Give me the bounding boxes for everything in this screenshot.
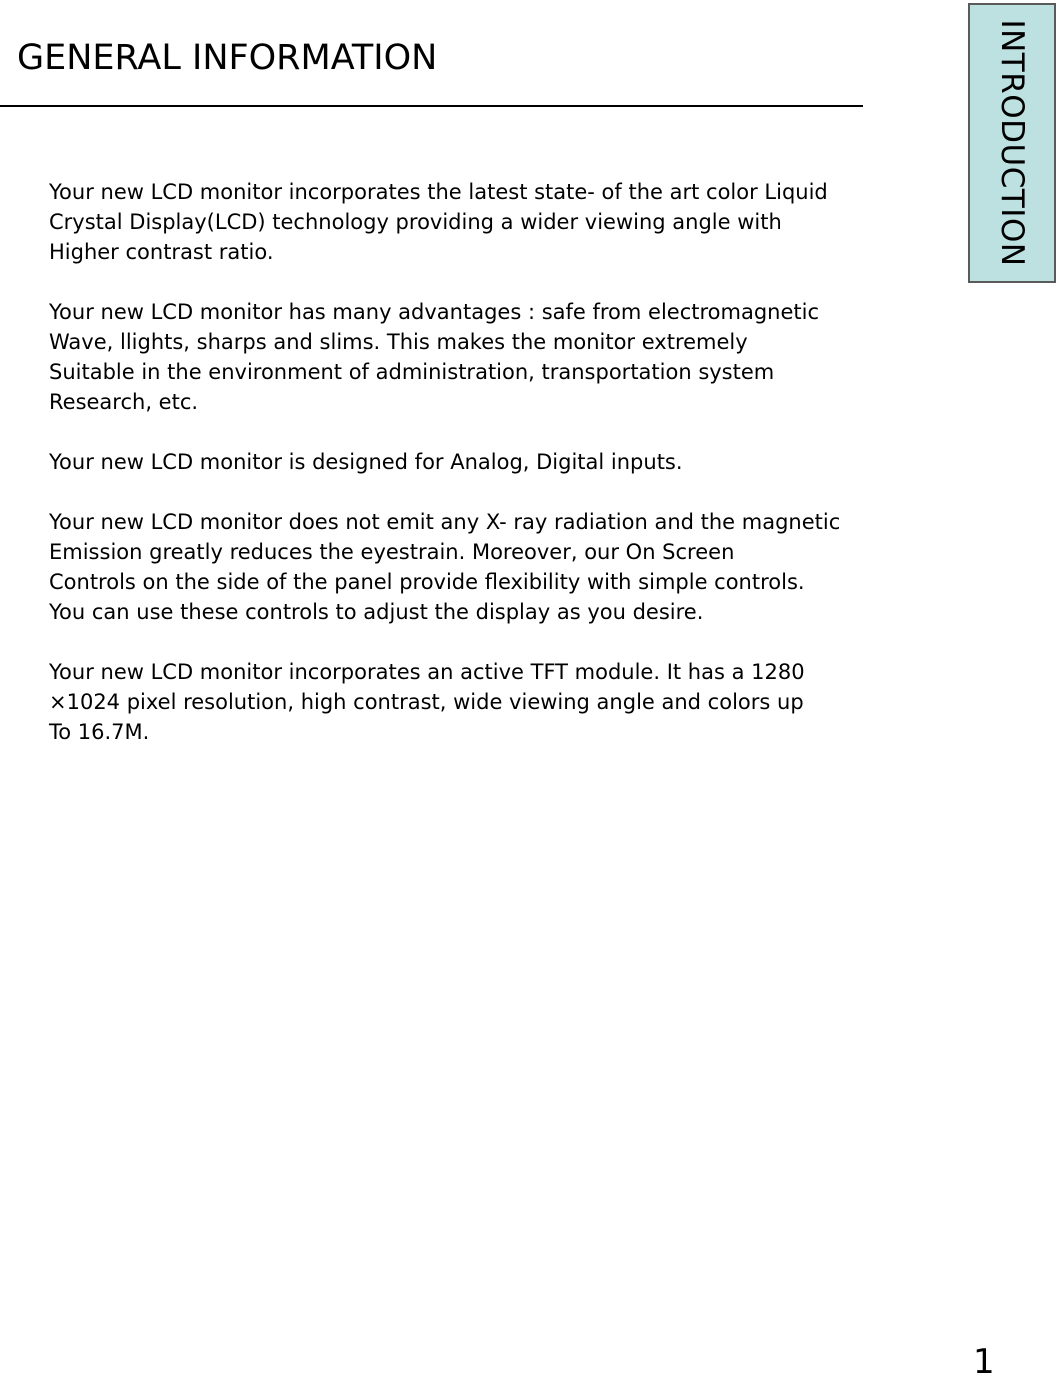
paragraph-line: Your new LCD monitor does not emit any X- ray radiation and the magnetic <box>49 510 841 534</box>
paragraph-inputs <box>49 447 949 477</box>
paragraph-tft-module <box>49 657 949 747</box>
section-tab-introduction <box>968 3 1056 283</box>
paragraph-line: Suitable in the environment of administration, transportation system <box>49 360 775 384</box>
paragraph-line: Research, etc. <box>49 390 199 414</box>
paragraph-line: To 16.7M. <box>49 720 150 744</box>
paragraph-line: Controls on the side of the panel provide flexibility with simple controls. <box>49 570 805 594</box>
paragraph-radiation <box>49 507 949 627</box>
paragraph-line: Your new LCD monitor incorporates an active TFT module. It has a 1280 <box>49 660 805 684</box>
body-text <box>49 177 949 777</box>
paragraph-line: ×1024 pixel resolution, high contrast, wide viewing angle and colors up <box>49 690 804 714</box>
paragraph-line: Crystal Display(LCD) technology providing a wider viewing angle with <box>49 210 782 234</box>
paragraph-line: Higher contrast ratio. <box>49 240 274 264</box>
page-title: GENERAL INFORMATION <box>17 38 438 78</box>
paragraph-line: Your new LCD monitor incorporates the latest state- of the art color Liquid <box>49 180 828 204</box>
paragraph-line: Emission greatly reduces the eyestrain. Moreover, our On Screen <box>49 540 735 564</box>
title-divider <box>0 105 863 107</box>
paragraph-line: Your new LCD monitor has many advantages : safe from electromagnetic <box>49 300 820 324</box>
paragraph-line: Your new LCD monitor is designed for Analog, Digital inputs. <box>49 450 683 474</box>
paragraph-line: You can use these controls to adjust the display as you desire. <box>49 600 704 624</box>
section-tab-label: INTRODUCTION <box>994 19 1030 267</box>
page-number: 1 <box>973 1342 995 1382</box>
paragraph-intro <box>49 177 949 267</box>
paragraph-advantages <box>49 297 949 417</box>
paragraph-line: Wave, llights, sharps and slims. This makes the monitor extremely <box>49 330 748 354</box>
